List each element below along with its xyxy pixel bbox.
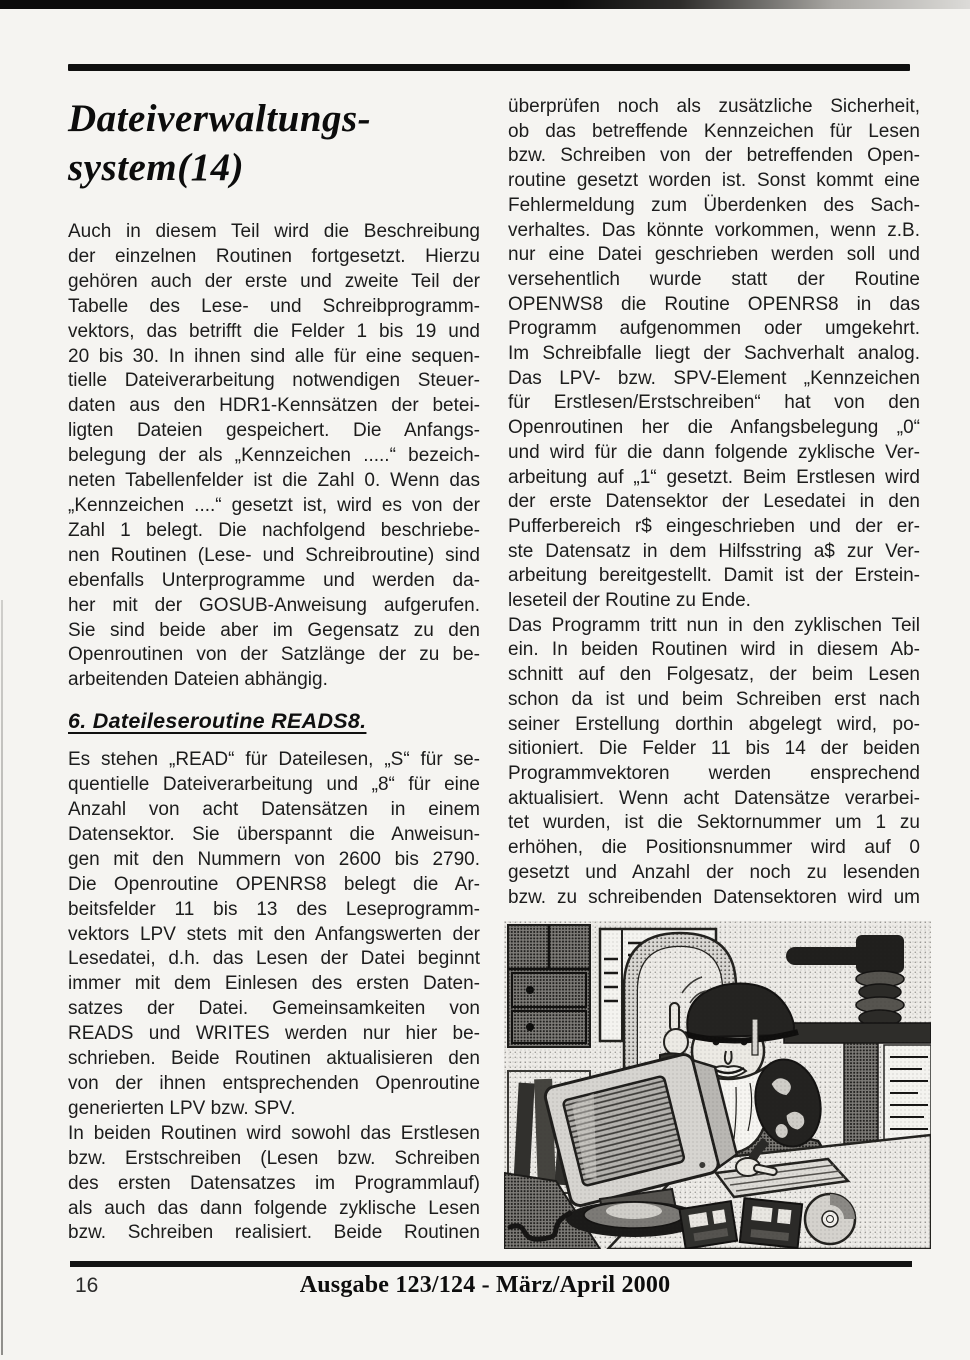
text-line: daten aus den HDR1-Kennsätzen der betei- (68, 395, 480, 417)
left-column (68, 94, 480, 1246)
text-line: schon da ist und beim Schreiben erst nach (508, 688, 920, 710)
halftone-overlay (504, 921, 931, 1249)
text-line: und wird für die dann folgende zyklische Ver- (508, 441, 920, 463)
text-line: routine gesetzt worden ist. Sonst kommt eine (508, 170, 920, 192)
text-line: „Kennzeichen ....“ gesetzt ist, wird es von der (68, 494, 480, 516)
text-line: Lesedatei, d.h. das Lesen der Datei beginnt (68, 948, 480, 970)
text-line: nur eine Datei geschrieben werden soll und (508, 244, 920, 266)
page-number: 16 (75, 1274, 99, 1297)
text-line: satzes der Datei. Gemeinsamkeiten von (68, 998, 480, 1020)
text-line: quentielle Dateiverarbeitung und „8“ für eine (68, 774, 480, 796)
text-line: Programm aufgenommen oder umgekehrt. (508, 318, 920, 340)
text-line: Tabelle des Lese- und Schreibprogramm- (68, 295, 480, 317)
text-line: OPENWS8 die Routine OPENRS8 in das (508, 293, 920, 315)
text-line: überprüfen noch als zusätzliche Sicherheit, (508, 96, 920, 117)
text-line: In beiden Routinen wird sowohl das Erstlesen (68, 1122, 480, 1144)
text-line: bzw. Erstschreiben (Lesen bzw. Schreiben (68, 1147, 480, 1169)
text-line: verhaltes. Das könnte vorkommen, wenn z.B. (508, 219, 920, 241)
title-line-2: system(14) (68, 146, 245, 189)
text-line: bzw. Schreiben realisiert. Beide Routinen (68, 1222, 480, 1244)
footer-rule (70, 1261, 912, 1267)
text-line: schrieben. Beide Routinen aktualisieren den (68, 1048, 480, 1070)
text-line: Openroutinen her die Anfangsbelegung „0“ (508, 417, 920, 439)
text-line: Es stehen „READ“ für Dateilesen, „S“ für se- (68, 749, 480, 771)
text-line: ebenfalls Unterprogramme und werden da- (68, 569, 480, 591)
text-line: ligten Dateien gespeichert. Die Anfangs- (68, 420, 480, 442)
text-line: Die Openroutine OPENRS8 belegt die Ar- (68, 873, 480, 895)
section-heading: 6. Dateileseroutine READS8. (68, 709, 367, 734)
text-line: Openroutinen von der Satzlänge der zu be- (68, 644, 480, 666)
text-line: Pufferbereich r$ eingeschrieben und der er- (508, 515, 920, 537)
footer-issue: Ausgabe 123/124 - März/April 2000 (299, 1272, 671, 1298)
text-line: her mit der GOSUB-Anweisung aufgerufen. (68, 594, 480, 616)
paragraph-erstlesen (68, 1122, 480, 1247)
text-line: gesetzt und Anzahl der noch zu lesenden (508, 861, 920, 883)
text-line: für Erstlesen/Erstschreiben“ hat von den (508, 392, 920, 414)
text-line: Das Programm tritt nun in den zyklischen Teil (508, 614, 920, 636)
text-line: vektors, das betrifft die Felder 1 bis 19 und (68, 320, 480, 342)
text-line: leseteil der Routine zu Ende. (508, 590, 751, 612)
text-line: belegung der als „Kennzeichen .....“ bezeich- (68, 445, 480, 467)
paragraph-sicherheit (508, 95, 920, 614)
text-line: schnitt auf den Folgesatz, der beim Lesen (508, 664, 920, 686)
text-line: READS und WRITES werden nur hier be- (68, 1023, 480, 1045)
header-rule (68, 64, 910, 71)
text-line: nen Routinen (Lese- und Schreibroutine) sind (68, 544, 480, 566)
text-line: Auch in diesem Teil wird die Beschreibung (68, 221, 480, 242)
text-line: arbeitung bereitgestellt. Damit ist der Erstein- (508, 565, 920, 587)
text-line: gehören auch der erste und zweite Teil der (68, 270, 480, 292)
text-line: seiner Erstellung dorthin abgelegt wird, po- (508, 713, 920, 735)
text-line: sitioniert. Die Felder 11 bis 14 der beiden (508, 738, 920, 760)
text-line: ste Datensatz in dem Hilfsstring a$ zur Ver- (508, 540, 920, 562)
text-line: versehentlich wurde statt der Routine (508, 268, 920, 290)
text-line: Das LPV- bzw. SPV-Element „Kennzeichen (508, 367, 920, 389)
text-line: der einzelnen Routinen fortgesetzt. Hierzu (68, 245, 480, 267)
article-title (68, 94, 480, 192)
title-line-1: Dateiverwaltungs- (68, 97, 372, 140)
text-line: als auch das dann folgende zyklische Lesen (68, 1197, 480, 1219)
scan-edge-artifact-top (0, 0, 970, 9)
text-line: von der ihnen entsprechenden Openroutine (68, 1073, 480, 1094)
text-line: Programmvektoren werden ensprechend (508, 762, 920, 784)
paragraph-intro (68, 220, 480, 693)
text-line: erhöhen, die Positionsnummer wird auf 0 (508, 837, 920, 859)
text-line: arbeitenden Dateien abhängig. (68, 669, 328, 691)
text-line: ein. In beiden Routinen wird in diesem Ab- (508, 639, 920, 661)
text-line: vektors LPV stets mit den Anfangswerten der (68, 923, 480, 945)
text-line: beitsfelder 11 bis 13 des Leseprogramm- (68, 898, 480, 920)
text-line: Datensektor. Sie überspannt die Anweisun- (68, 823, 480, 845)
text-line: arbeitung auf „1“ gesetzt. Beim Erstlesen wird (508, 466, 920, 488)
text-line: neten Tabellenfelder ist die Zahl 0. Wenn das (68, 470, 480, 492)
text-line: immer mit dem Einlesen des ersten Daten- (68, 973, 480, 995)
text-line: des ersten Datensatzes im Programmlauf) (68, 1172, 480, 1194)
text-line: bzw. zu schreibenden Datensektoren wird um (508, 886, 920, 908)
scan-edge-artifact-left (1, 600, 3, 1355)
cartoon-svg (504, 921, 931, 1249)
text-line: Fehlermeldung zum Überdenken des Sach- (508, 194, 920, 216)
paragraph-reads8 (68, 748, 480, 1122)
text-line: der erste Datensektor der Lesedatei in den (508, 491, 920, 513)
text-line: bzw. Schreiben von der betreffenden Open- (508, 145, 920, 167)
text-line: tet wurden, ist die Sektornummer um 1 zu (508, 812, 920, 834)
text-line: Zahl 1 belegt. Die nachfolgend beschriebe- (68, 519, 480, 541)
text-line: ob das betreffende Kennzeichen für Lesen (508, 120, 920, 142)
text-line: tielle Dateiverarbeitung notwendigen Steuer- (68, 370, 480, 392)
paragraph-zyklischer-teil (508, 614, 920, 910)
text-line: 20 bis 30. In ihnen sind alle für eine sequen- (68, 345, 480, 367)
cartoon-illustration (504, 921, 931, 1249)
text-line: Anzahl von acht Datensätzen in einem (68, 799, 480, 821)
text-line: generierten LPV bzw. SPV. (68, 1097, 296, 1119)
text-line: gen mit den Nummern von 2600 bis 2790. (68, 848, 480, 870)
text-line: aktualisiert. Wenn acht Datensätze verarbei- (508, 787, 920, 809)
right-column (508, 95, 920, 910)
text-line: Im Schreibfalle liegt der Sachverhalt analog. (508, 343, 920, 365)
text-line: Sie sind beide aber im Gegensatz zu den (68, 619, 480, 641)
